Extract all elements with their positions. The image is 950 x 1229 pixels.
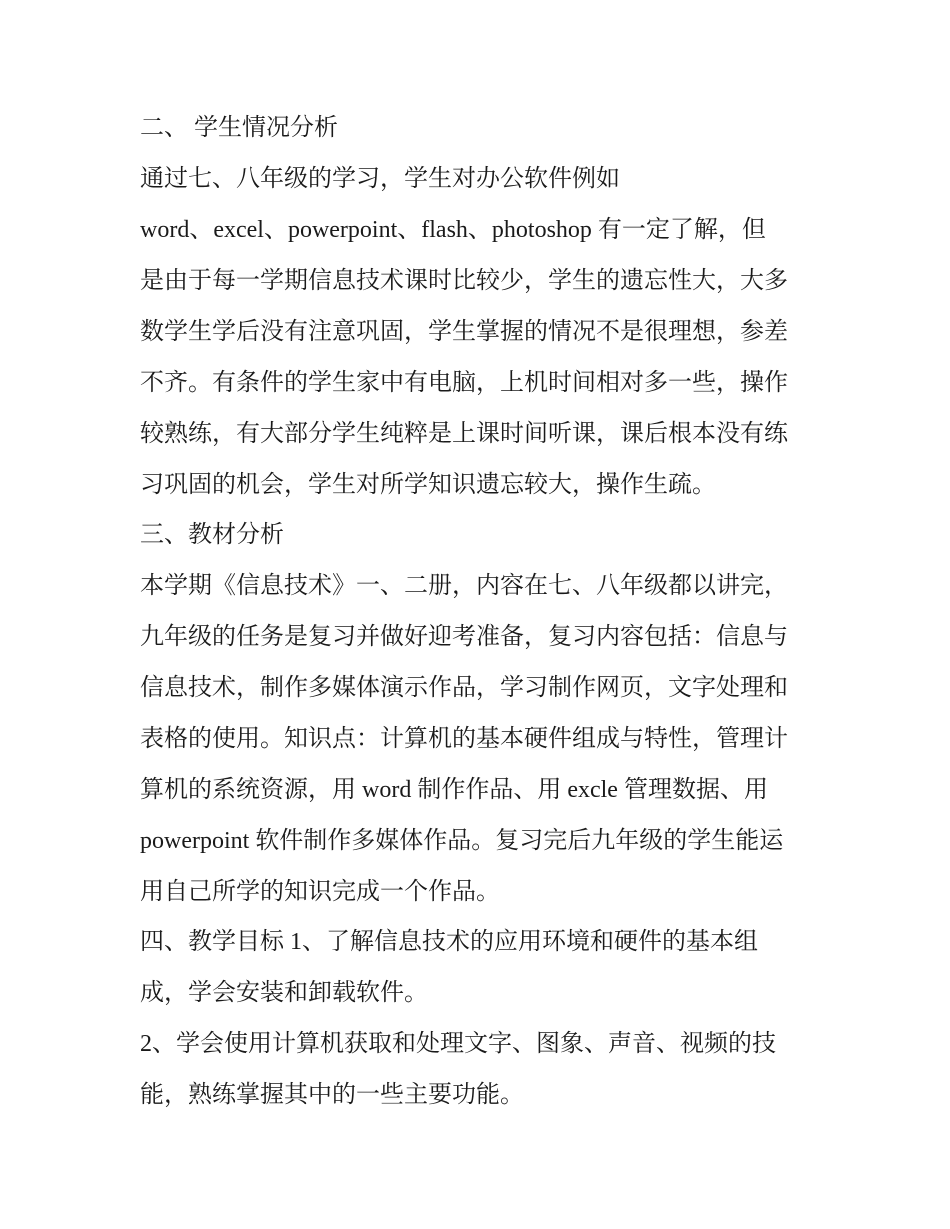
paragraph-line: 是由于每一学期信息技术课时比较少，学生的遗忘性大，大多 bbox=[140, 268, 788, 294]
paragraph-line: 九年级的任务是复习并做好迎考准备，复习内容包括：信息与 bbox=[140, 624, 788, 650]
paragraph-line: 成，学会安装和卸载软件。 bbox=[140, 980, 428, 1006]
paragraph-line: word、excel、powerpoint、flash、photoshop 有一定了解，但 bbox=[140, 217, 766, 243]
paragraph-line: 算机的系统资源，用 word 制作作品、用 excle 管理数据、用 bbox=[140, 777, 768, 803]
paragraph-line: powerpoint 软件制作多媒体作品。复习完后九年级的学生能运 bbox=[140, 828, 784, 854]
section-heading-student-analysis: 二、 学生情况分析 bbox=[140, 115, 338, 141]
paragraph-line: 信息技术，制作多媒体演示作品，学习制作网页，文字处理和 bbox=[140, 675, 788, 701]
section-heading-textbook-analysis: 三、教材分析 bbox=[140, 522, 284, 548]
paragraph-line: 习巩固的机会，学生对所学知识遗忘较大，操作生疏。 bbox=[140, 472, 716, 498]
paragraph-line: 用自己所学的知识完成一个作品。 bbox=[140, 879, 500, 905]
paragraph-line: 表格的使用。知识点：计算机的基本硬件组成与特性，管理计 bbox=[140, 726, 788, 752]
paragraph-line: 通过七、八年级的学习，学生对办公软件例如 bbox=[140, 166, 620, 192]
paragraph-line: 数学生学后没有注意巩固，学生掌握的情况不是很理想，参差 bbox=[140, 319, 788, 345]
paragraph-line: 2、学会使用计算机获取和处理文字、图象、声音、视频的技 bbox=[140, 1031, 776, 1057]
paragraph-line: 不齐。有条件的学生家中有电脑，上机时间相对多一些，操作 bbox=[140, 370, 788, 396]
paragraph-line: 较熟练，有大部分学生纯粹是上课时间听课，课后根本没有练 bbox=[140, 421, 788, 447]
section-heading-teaching-goals: 四、教学目标 1、了解信息技术的应用环境和硬件的基本组 bbox=[140, 929, 758, 955]
paragraph-line: 能，熟练掌握其中的一些主要功能。 bbox=[140, 1082, 524, 1108]
paragraph-line: 本学期《信息技术》一、二册，内容在七、八年级都以讲完， bbox=[140, 573, 788, 599]
